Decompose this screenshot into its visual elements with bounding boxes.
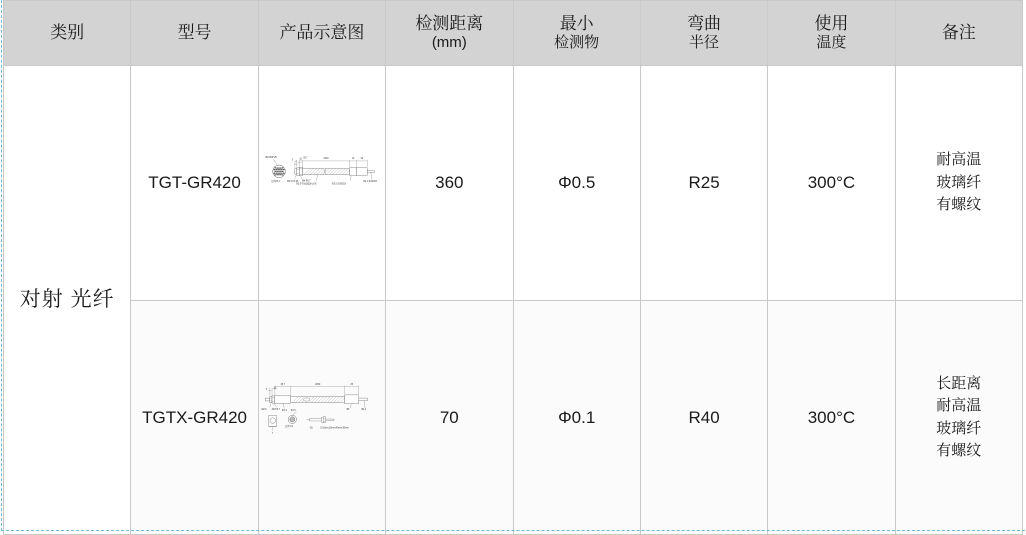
- header-min-object: [513, 1, 640, 66]
- header-remark-label: 备注: [941, 23, 976, 43]
- remark-line-1: 耐高温: [936, 151, 982, 169]
- remark-line-3: 有螺纹: [936, 196, 982, 214]
- svg-text:3: 3: [265, 389, 267, 392]
- header-min-object-label1: 最小: [559, 14, 594, 33]
- min-object-cell: [513, 66, 640, 301]
- remark-cell: [895, 301, 1022, 535]
- svg-text:Φ0.053*26: Φ0.053*26: [265, 155, 277, 159]
- svg-text:M4 P0.7: M4 P0.7: [301, 180, 311, 183]
- distance-value: 360: [435, 173, 464, 192]
- header-min-object-label2: 检测物: [554, 34, 600, 52]
- svg-text:比例:8:1: 比例:8:1: [270, 179, 280, 183]
- header-bend-label1: 弯曲: [687, 14, 722, 33]
- distance-cell: [386, 301, 513, 535]
- svg-text:2000: 2000: [323, 157, 329, 160]
- svg-text:Φ5: Φ5: [346, 409, 350, 412]
- header-temperature: [768, 1, 895, 66]
- header-bend-label2: 半径: [689, 34, 720, 52]
- header-category-label: 类别: [50, 23, 85, 43]
- product-diagram-2: [259, 380, 385, 454]
- bend-radius-value: R25: [688, 173, 720, 192]
- svg-text:M4 P0.7: M4 P0.7: [271, 409, 280, 412]
- model-cell: [131, 66, 258, 301]
- svg-text:Φ4.3: Φ4.3: [281, 410, 287, 413]
- svg-text:比例:3:1: 比例:3:1: [284, 426, 293, 429]
- svg-text:20: 20: [360, 157, 363, 160]
- header-distance: [386, 1, 513, 66]
- header-temp-label2: 温度: [816, 34, 847, 52]
- header-distance-label: 检测距离: [415, 14, 484, 33]
- svg-text:M2.6: M2.6: [261, 409, 267, 412]
- svg-text:25.7: 25.7: [302, 157, 308, 160]
- svg-text:2000: 2000: [315, 384, 320, 387]
- model-cell: [131, 301, 258, 535]
- model-label: TGTX-GR420: [142, 407, 247, 427]
- temperature-cell: [768, 301, 895, 535]
- min-object-value: Φ0.1: [558, 407, 596, 427]
- model-label: TGT-GR420: [148, 173, 241, 192]
- svg-text:Φ2.2: Φ2.2: [360, 409, 366, 412]
- bend-radius-cell: [640, 66, 767, 301]
- table-body: [4, 66, 1023, 535]
- table-header: [4, 1, 1023, 66]
- svg-text:2: 2: [295, 160, 297, 163]
- product-diagram-1: [259, 146, 385, 221]
- distance-value: 70: [439, 407, 459, 427]
- remark-lines: [896, 373, 1022, 463]
- header-remark: [895, 1, 1022, 66]
- header-distance-unit: (mm): [431, 34, 467, 52]
- svg-text:Φ1.5: Φ1.5: [290, 410, 296, 413]
- svg-text:3: 3: [291, 158, 294, 161]
- table-row: [4, 301, 1023, 535]
- temperature-value: 300°C: [807, 173, 856, 192]
- svg-text:10: 10: [351, 157, 354, 160]
- diagram-cell: [258, 66, 385, 301]
- svg-text:M2.5 P0.45: M2.5 P0.45: [286, 180, 299, 183]
- svg-text:Φ2.9不锈钢保护套管: Φ2.9不锈钢保护套管: [295, 183, 317, 186]
- header-category: [4, 1, 131, 66]
- distance-cell: [386, 66, 513, 301]
- table-row: [4, 66, 1023, 301]
- category-cell: [4, 66, 131, 535]
- category-line-2: 光纤: [70, 287, 115, 311]
- header-diagram: [258, 1, 385, 66]
- svg-text:10: 10: [273, 387, 276, 390]
- remark-line-3: 玻璃纤: [936, 419, 982, 437]
- fiber-spec-table: [3, 0, 1023, 535]
- temperature-value: 300°C: [807, 407, 856, 427]
- header-model: [131, 1, 258, 66]
- bend-radius-cell: [640, 301, 767, 535]
- svg-text:10: 10: [299, 158, 302, 161]
- header-row: [4, 1, 1023, 66]
- svg-text:Φ2.2 SUS303: Φ2.2 SUS303: [362, 180, 377, 183]
- remark-line-4: 有螺纹: [936, 442, 982, 459]
- bend-radius-value: R40: [688, 407, 720, 427]
- remark-cell: [895, 66, 1022, 301]
- remark-line-1: 长距离: [936, 374, 982, 392]
- header-temp-label1: 使用: [814, 14, 849, 33]
- temperature-cell: [768, 66, 895, 301]
- svg-text:7: 7: [271, 433, 274, 436]
- header-model-label: 型号: [177, 23, 212, 43]
- category-line-1: 对射: [19, 287, 64, 311]
- svg-text:25.7: 25.7: [280, 384, 285, 387]
- remark-lines: [896, 149, 1022, 217]
- svg-text:Φ3.5 SUS303: Φ3.5 SUS303: [331, 183, 346, 186]
- remark-line-2: 玻璃纤: [936, 173, 982, 191]
- diagram-cell: [258, 301, 385, 535]
- header-diagram-label: 产品示意图: [279, 23, 365, 43]
- min-object-cell: [513, 301, 640, 535]
- svg-text:(S): (S): [309, 427, 313, 430]
- remark-line-2: 耐高温: [936, 397, 982, 414]
- header-bend-radius: [640, 1, 767, 66]
- svg-text:S:10mm;20mm;40mm;90mm: S:10mm;20mm;40mm;90mm: [320, 427, 349, 430]
- svg-text:25: 25: [350, 384, 353, 387]
- min-object-value: Φ0.5: [558, 173, 596, 192]
